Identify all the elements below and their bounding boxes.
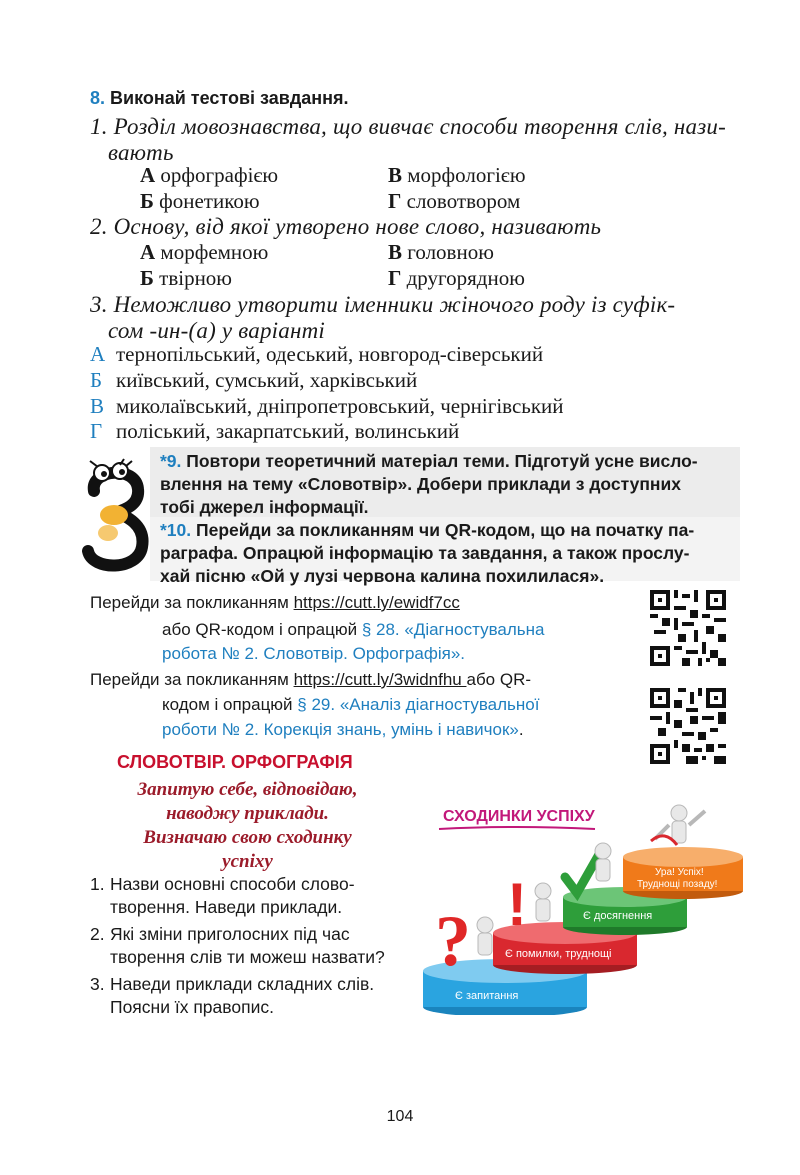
q1-option-g: Г словотвором: [388, 189, 521, 213]
link-url[interactable]: https://cutt.ly/ewidf7cc: [293, 593, 460, 612]
section-heading: СЛОВОТВІР. ОРФОГРАФІЯ: [117, 752, 353, 772]
step-3-label: Є досягнення: [583, 910, 653, 922]
q1-option-v: В морфологією: [388, 163, 526, 187]
q2-option-g: Г другорядною: [388, 266, 525, 290]
link-a-line3: робота № 2. Словотвір. Орфографія».: [162, 644, 465, 663]
q3-answer-a: А тернопільський, одеський, новгород-сіверський: [90, 342, 544, 366]
q1-option-a: А орфографією: [140, 163, 279, 187]
q3-answer-g: Г поліський, закарпатський, волинський: [90, 419, 460, 443]
link-b-line2: кодом і опрацюй § 29. «Аналіз діагностувальної: [162, 695, 540, 714]
q3-answer-b: Б київський, сумський, харківський: [90, 368, 418, 392]
question-3-line2: сом -ин-(а) у варіанті: [108, 318, 325, 343]
review-list: [90, 873, 410, 1019]
qr-code-icon[interactable]: [650, 590, 726, 666]
link-b-line1: Перейди за покликанням https://cutt.ly/3widnfhu або QR-: [90, 670, 532, 689]
exercise-title: Виконай тестові завдання.: [110, 88, 349, 108]
success-steps-illustration: [415, 785, 750, 1015]
exercise-8-title: [90, 88, 349, 109]
list-item: 1. Назви основні способи слово- творення. Наведи приклади.: [90, 874, 355, 917]
task-10: *10. Перейди за покликанням чи QR-кодом, що на початку па- раграфа. Опрацюй інформацію та завдання, а також прослу- хай пісню «Ой у лузі червона калина похилилася».: [160, 520, 695, 586]
question-2-line1: 2. Основу, від якої утворено нове слово, називають: [90, 214, 602, 239]
question-1-line1: 1. Розділ мовознавства, що вивчає способи творення слів, нази-: [90, 114, 726, 139]
qr-code-icon[interactable]: [650, 688, 726, 764]
task-number: *10.: [160, 520, 192, 540]
question-1-line2: вають: [108, 140, 174, 165]
q2-option-v: В головною: [388, 240, 494, 264]
page-number: 104: [386, 1108, 414, 1125]
steps-title: СХОДИНКИ УСПІХУ: [443, 808, 595, 825]
question-3-line1: 3. Неможливо утворити іменники жіночого роду із суфік-: [90, 292, 676, 317]
q1-option-b: Б фонетикою: [140, 189, 260, 213]
task-9: *9. Повтори теоретичний матеріал теми. Підготуй усне висло- влення на тему «Словотвір». Добери приклади з доступних тобі джерел інформації.: [160, 451, 698, 517]
link-b-line3: роботи № 2. Корекція знань, умінь і навичок».: [162, 720, 524, 739]
q3-answer-v: В миколаївський, дніпропетровський, чернігівський: [90, 394, 564, 418]
q2-option-b: Б твірною: [140, 266, 232, 290]
motto: Запитую себе, відповідаю, наводжу приклади. Визначаю свою сходинку успіху: [137, 779, 358, 872]
list-item: 3. Наведи приклади складних слів. Поясни їх правопис.: [90, 974, 375, 1017]
exclamation-icon: !: [507, 871, 527, 938]
q2-option-a: А морфемною: [140, 240, 269, 264]
step-4-label-b: Труднощі позаду!: [637, 879, 718, 890]
step-1-label: Є запитання: [455, 990, 519, 1002]
list-item: 2. Які зміни приголосних під час творення слів ти можеш назвати?: [90, 924, 385, 967]
link-a-line1: Перейди за покликанням https://cutt.ly/ewidf7cc: [90, 593, 460, 612]
task-number: *9.: [160, 451, 182, 471]
question-mark-icon: ?: [435, 901, 471, 981]
mascot-icon: [80, 455, 152, 575]
link-a-line2: або QR-кодом і опрацюй § 28. «Діагностувальна: [162, 620, 545, 639]
step-4-label-a: Ура! Успіх!: [655, 867, 704, 878]
exercise-number: 8.: [90, 88, 106, 108]
step-2-label: Є помилки, труднощі: [505, 948, 612, 960]
link-url[interactable]: https://cutt.ly/3widnfhu: [293, 670, 467, 689]
